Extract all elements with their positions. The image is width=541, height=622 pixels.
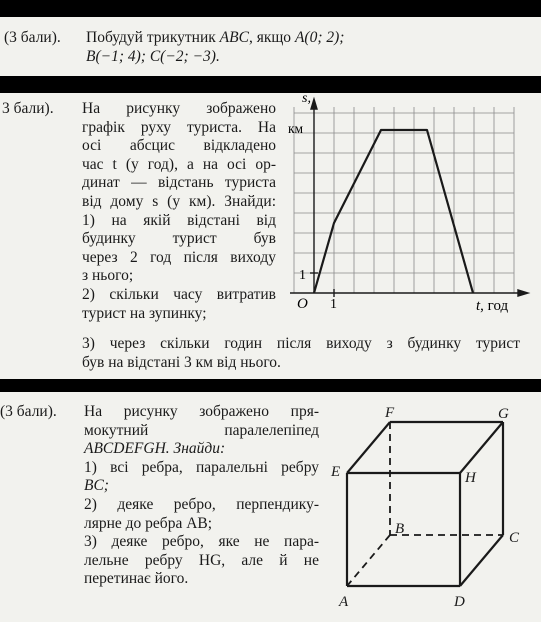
y-axis-unit: км — [288, 121, 304, 136]
graph-axes — [290, 99, 528, 297]
task-2-line: 2) скільки часу витратив — [82, 285, 276, 303]
task-1-text-a: Побудуй трикутник — [86, 29, 220, 46]
vertex-label-g: G — [498, 406, 509, 422]
travel-graph — [0, 93, 541, 379]
edge-ef — [347, 422, 390, 473]
y-axis-label: s, — [302, 93, 311, 106]
task-2-line: будинку турист був — [82, 230, 276, 248]
task-3-line: перетинає його. — [84, 570, 189, 588]
vertex-label-f: F — [385, 405, 395, 421]
vertex-label-b: B — [395, 521, 405, 537]
task-2-panel — [0, 93, 541, 379]
travel-path-line — [314, 130, 473, 293]
task-2-line: осі абсцис відкладено — [82, 137, 276, 155]
task-3-panel — [0, 392, 541, 622]
y-axis-arrow-icon — [311, 99, 317, 109]
task-3-line: BC; — [84, 477, 109, 495]
task-2-line: через 2 год після виходу — [82, 248, 276, 266]
coord-c: C(−2; −3). — [149, 48, 220, 65]
parallelepiped-figure — [0, 392, 541, 622]
edge-ba — [347, 535, 390, 586]
vertex-label-a: A — [339, 594, 349, 610]
task-2-line: турист на зупинку; — [82, 304, 207, 322]
task-1-points: (3 бали). — [4, 29, 61, 46]
task-3-line: На рисунку зображено пря- — [84, 403, 319, 420]
edge-gh — [460, 422, 503, 473]
x-axis-label: t, год — [476, 298, 509, 314]
task-1-text-b: , якщо — [248, 29, 295, 46]
task-3-line: 3) деяке ребро, яке не пара- — [84, 533, 319, 551]
task-1-text-line-2 — [86, 48, 220, 67]
task-2-line: з нього; — [82, 267, 134, 285]
vertex-label-d: D — [454, 594, 465, 610]
vertex-label-e: E — [331, 464, 341, 480]
task-2-line: На рисунку зображено — [82, 100, 276, 117]
task-2-line: час t (у год), а на осі ор- — [82, 155, 276, 173]
task-3-line: лярне до ребра AB; — [84, 514, 213, 532]
x-axis-arrow-icon — [518, 290, 528, 296]
task-2-line: динат — відстань туриста — [82, 174, 276, 192]
task-2-question-3-line-1: 3) через скільки годин після виходу з будинку турист — [82, 335, 520, 352]
coord-b: B(−1; 4); — [86, 48, 146, 65]
task-3-line: 2) деяке ребро, перпендику- — [84, 495, 319, 513]
task-2-question-3-line-2: був на відстані 3 км від нього. — [82, 354, 281, 371]
task-2-line: 1) на якій відстані від — [82, 211, 276, 229]
vertex-label-c: C — [509, 530, 520, 546]
coord-a: A(0; 2); — [294, 29, 345, 46]
vertex-label-h: H — [465, 470, 476, 486]
task-3-line: лельне ребру HG, але й не — [84, 551, 319, 569]
edge-cd — [460, 535, 503, 586]
task-1-text-line-1 — [86, 29, 344, 48]
visible-edges — [347, 422, 503, 586]
task-1-panel — [0, 17, 541, 76]
task-2-points: 3 бали). — [2, 100, 54, 117]
task-3-points: (3 бали). — [0, 403, 57, 420]
triangle-name: ABC — [219, 29, 249, 46]
task-3-line: 1) всі ребра, паралельні ребру — [84, 458, 319, 476]
task-2-line: від дому s (у км). Знайди: — [82, 192, 276, 210]
y-tick-label: 1 — [299, 268, 306, 283]
task-2-line: графік руху туриста. На — [82, 118, 276, 136]
task-3-line: ABCDEFGH. Знайди: — [84, 440, 226, 458]
x-tick-label: 1 — [330, 297, 337, 312]
origin-label: O — [297, 296, 308, 312]
task-3-line: мокутний паралелепіпед — [84, 421, 319, 439]
graph-grid — [294, 107, 514, 293]
